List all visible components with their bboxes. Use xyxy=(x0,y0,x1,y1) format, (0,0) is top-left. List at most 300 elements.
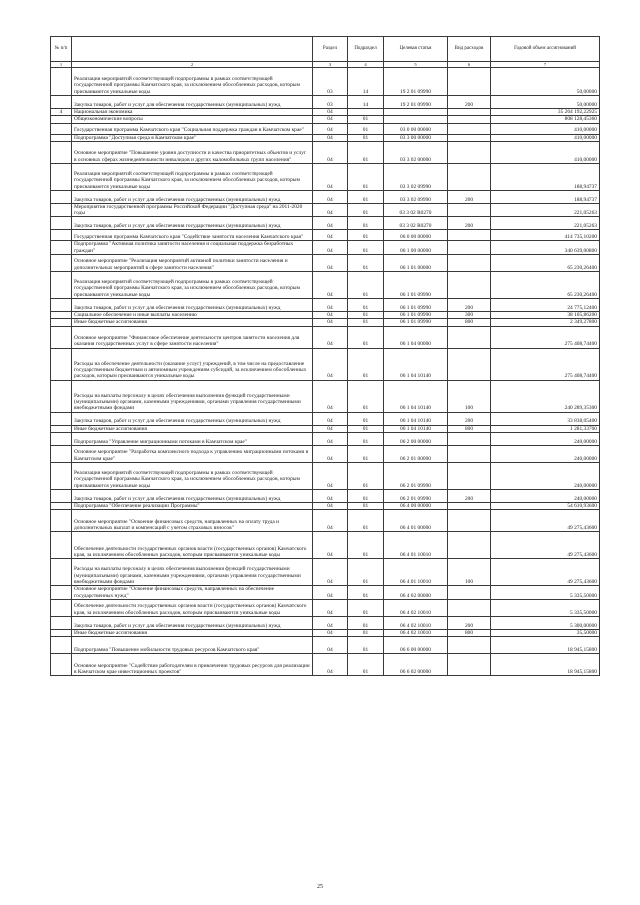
table-row xyxy=(51,68,600,96)
row-number xyxy=(51,425,72,432)
row-section: 04 xyxy=(313,502,348,509)
budget-table xyxy=(50,36,600,676)
table-row xyxy=(51,272,600,299)
row-target-article: 06 1 01 09990 xyxy=(384,272,448,299)
row-name: Подпрограмма "Повышение мобильности трудовых ресурсов Камчатского края" xyxy=(72,637,313,654)
row-subsection: 01 xyxy=(348,586,384,600)
row-target-article: 06 4 02 10010 xyxy=(384,616,448,629)
row-subsection: 01 xyxy=(348,599,384,616)
row-name: Основное мероприятие "Повышение уровня доступности и качества приоритетных объектов и услуг в основных сферах жизнедеятельности инвалидов и других маломобильных групп населения" xyxy=(72,141,313,163)
row-number xyxy=(51,299,72,312)
row-section: 04 xyxy=(313,123,348,134)
row-section: 04 xyxy=(313,380,348,412)
table-row xyxy=(51,425,600,432)
row-target-article: 06 1 01 09990 xyxy=(384,312,448,319)
row-name: Государственная программа Камчатского края "Социальная поддержка граждан в Камчатском крае" xyxy=(72,123,313,134)
row-section: 04 xyxy=(313,510,348,532)
row-subsection: 01 xyxy=(348,432,384,445)
row-subsection: 01 xyxy=(348,637,384,654)
row-subsection: 01 xyxy=(348,163,384,190)
row-number xyxy=(51,141,72,163)
row-target-article: 06 1 04 10140 xyxy=(384,425,448,432)
row-name: Подпрограмма "Обеспечение реализации Программы" xyxy=(72,502,313,509)
row-section: 04 xyxy=(313,203,348,217)
row-target-article: 06 1 00 00000 xyxy=(384,241,448,255)
table-row xyxy=(51,412,600,425)
column-index: 4 xyxy=(348,62,384,68)
row-number xyxy=(51,432,72,445)
row-expense-type xyxy=(448,510,491,532)
row-amount: 5 335,50000 xyxy=(491,599,600,616)
row-name: Основное мероприятие "Содействие работодателям в привлечении трудовых ресурсов для реализации в Камчатском крае инвестиционных проектов" xyxy=(72,654,313,676)
row-target-article: 06 2 00 00000 xyxy=(384,432,448,445)
row-target-article: 03 3 02 R0270 xyxy=(384,217,448,230)
table-row xyxy=(51,312,600,319)
row-section: 04 xyxy=(313,629,348,636)
row-name: Подпрограмма "Активная политика занятости населения и социальная поддержка безработных граждан" xyxy=(72,241,313,255)
row-expense-type: 200 xyxy=(448,299,491,312)
row-subsection: 01 xyxy=(348,326,384,348)
table-row xyxy=(51,502,600,509)
row-expense-type: 200 xyxy=(448,190,491,203)
row-name: Основное мероприятие "Разработка комплексного подхода к управлению миграционными потоками в Камчатском крае" xyxy=(72,445,313,462)
row-target-article xyxy=(384,109,448,116)
row-amount: 240,00000 xyxy=(491,432,600,445)
row-subsection: 01 xyxy=(348,510,384,532)
table-row xyxy=(51,532,600,559)
row-amount: 5 300,00000 xyxy=(491,616,600,629)
row-section: 04 xyxy=(313,425,348,432)
row-number xyxy=(51,502,72,509)
row-section: 04 xyxy=(313,141,348,163)
row-number xyxy=(51,203,72,217)
table-row xyxy=(51,163,600,190)
row-amount: 275 408,74400 xyxy=(491,326,600,348)
row-amount: 24 775,12400 xyxy=(491,299,600,312)
row-expense-type xyxy=(448,141,491,163)
row-expense-type: 200 xyxy=(448,96,491,109)
table-row xyxy=(51,134,600,141)
row-amount: 35,50000 xyxy=(491,629,600,636)
row-expense-type xyxy=(448,326,491,348)
row-number xyxy=(51,637,72,654)
row-amount: 808 128,45360 xyxy=(491,116,600,123)
row-amount: 188,94737 xyxy=(491,163,600,190)
header-name xyxy=(72,37,313,62)
row-subsection: 01 xyxy=(348,425,384,432)
row-expense-type xyxy=(448,586,491,600)
table-header-row xyxy=(51,37,600,62)
row-expense-type: 800 xyxy=(448,319,491,326)
header-target-article: Целевая статья xyxy=(384,37,448,62)
row-expense-type xyxy=(448,272,491,299)
row-target-article: 06 4 02 00000 xyxy=(384,586,448,600)
row-section: 04 xyxy=(313,489,348,502)
row-amount: 414 735,10200 xyxy=(491,230,600,241)
table-row xyxy=(51,326,600,348)
row-number xyxy=(51,134,72,141)
row-name: Иные бюджетные ассигнования xyxy=(72,425,313,432)
row-name: Обеспечение деятельности государственных органов власти (государственных органов) Камчатского края, за исключением обособленных расходов, которым присваиваются уникальные коды xyxy=(72,599,313,616)
row-name: Реализация мероприятий соответствующей подпрограммы в рамках соответствующей государственной программы Камчатского края, за исключением обособленных расходов, которым присваиваются уникальные коды xyxy=(72,68,313,96)
row-target-article xyxy=(384,116,448,123)
table-row xyxy=(51,462,600,489)
row-section: 04 xyxy=(313,319,348,326)
row-number xyxy=(51,190,72,203)
table-row xyxy=(51,629,600,636)
row-number xyxy=(51,230,72,241)
row-expense-type: 300 xyxy=(448,312,491,319)
table-row xyxy=(51,616,600,629)
row-name: Реализация мероприятий соответствующей подпрограммы в рамках соответствующей государственной программы Камчатского края, за исключением обособленных расходов, которым присваиваются уникальные коды xyxy=(72,462,313,489)
row-expense-type xyxy=(448,230,491,241)
row-subsection: 01 xyxy=(348,380,384,412)
row-section: 04 xyxy=(313,163,348,190)
row-subsection: 01 xyxy=(348,116,384,123)
row-amount: 50,00000 xyxy=(491,96,600,109)
row-name: Основное мероприятие "Реализация мероприятий активной политики занятости населения и дополнительных мероприятий в сфере занятости населения" xyxy=(72,255,313,272)
row-amount: 49 275,43600 xyxy=(491,510,600,532)
row-name: Общеэкономические вопросы xyxy=(72,116,313,123)
row-amount: 221,05263 xyxy=(491,203,600,217)
row-section: 04 xyxy=(313,616,348,629)
row-subsection: 01 xyxy=(348,272,384,299)
row-amount: 410,00000 xyxy=(491,134,600,141)
row-section: 04 xyxy=(313,637,348,654)
header-annual-volume: Годовой объем ассигнований xyxy=(491,37,600,62)
row-name: Основное мероприятие "Освоение финансовых средств, направленных на оплату труда и дополнительных выплат и компенсаций с учетом страховых взносов" xyxy=(72,510,313,532)
table-row xyxy=(51,489,600,502)
table-row xyxy=(51,599,600,616)
row-target-article: 06 1 04 10140 xyxy=(384,380,448,412)
row-number xyxy=(51,319,72,326)
row-amount: 49 275,43600 xyxy=(491,532,600,559)
table-row xyxy=(51,190,600,203)
row-expense-type: 200 xyxy=(448,489,491,502)
row-amount: 18 945,15800 xyxy=(491,654,600,676)
row-name: Расходы на обеспечение деятельности (оказание услуг) учреждений, в том числе на предоставление государственным бюджетным и автономным учреждениям субсидий, за исключением обособленных расходов, которым присваиваются уникальные коды xyxy=(72,348,313,380)
row-section: 04 xyxy=(313,654,348,676)
column-index: 7 xyxy=(491,62,600,68)
row-section: 04 xyxy=(313,116,348,123)
row-expense-type xyxy=(448,532,491,559)
row-name: Закупка товаров, работ и услуг для обеспечения государственных (муниципальных) нужд xyxy=(72,412,313,425)
row-section: 04 xyxy=(313,190,348,203)
row-section: 04 xyxy=(313,599,348,616)
row-section: 04 xyxy=(313,109,348,116)
row-target-article: 06 4 01 00000 xyxy=(384,510,448,532)
row-amount: 18 945,15800 xyxy=(491,637,600,654)
table-row xyxy=(51,432,600,445)
row-amount: 49 275,43600 xyxy=(491,559,600,586)
row-target-article: 06 1 04 00000 xyxy=(384,326,448,348)
row-subsection xyxy=(348,109,384,116)
row-name: Основное мероприятие "Финансовое обеспечение деятельности центров занятости населения для оказания государственных услуг в сфере занятости населения" xyxy=(72,326,313,348)
row-target-article: 06 4 02 10010 xyxy=(384,629,448,636)
row-name: Реализация мероприятий соответствующей подпрограммы в рамках соответствующей государственной программы Камчатского края, за исключением обособленных расходов, которым присваиваются уникальные коды xyxy=(72,272,313,299)
row-subsection: 01 xyxy=(348,412,384,425)
row-target-article: 03 3 02 00000 xyxy=(384,141,448,163)
row-subsection: 01 xyxy=(348,190,384,203)
row-number xyxy=(51,217,72,230)
row-expense-type: 100 xyxy=(448,380,491,412)
row-target-article: 06 6 02 00000 xyxy=(384,654,448,676)
row-number xyxy=(51,241,72,255)
table-row xyxy=(51,109,600,116)
table-body xyxy=(51,68,600,676)
row-expense-type xyxy=(448,599,491,616)
row-expense-type: 200 xyxy=(448,616,491,629)
row-name: Национальная экономика xyxy=(72,109,313,116)
header-subsection: Подраздел xyxy=(348,37,384,62)
row-subsection: 01 xyxy=(348,616,384,629)
row-amount: 240 289,35300 xyxy=(491,380,600,412)
row-amount: 5 335,50000 xyxy=(491,586,600,600)
row-expense-type: 100 xyxy=(448,559,491,586)
row-name: Закупка товаров, работ и услуг для обеспечения государственных (муниципальных) нужд xyxy=(72,190,313,203)
row-subsection: 01 xyxy=(348,502,384,509)
row-target-article: 06 2 01 00000 xyxy=(384,445,448,462)
row-section: 04 xyxy=(313,559,348,586)
table-row xyxy=(51,559,600,586)
table-row xyxy=(51,116,600,123)
row-section: 04 xyxy=(313,255,348,272)
row-name: Подпрограмма "Доступная среда в Камчатском крае" xyxy=(72,134,313,141)
header-section: Раздел xyxy=(313,37,348,62)
row-number xyxy=(51,412,72,425)
row-number xyxy=(51,272,72,299)
row-amount: 50,00000 xyxy=(491,68,600,96)
table-row xyxy=(51,255,600,272)
row-subsection: 14 xyxy=(348,96,384,109)
row-section: 04 xyxy=(313,348,348,380)
row-subsection: 01 xyxy=(348,299,384,312)
row-expense-type xyxy=(448,432,491,445)
column-index: 3 xyxy=(313,62,348,68)
row-name: Закупка товаров, работ и услуг для обеспечения государственных (муниципальных) нужд xyxy=(72,96,313,109)
row-target-article: 06 6 00 00000 xyxy=(384,637,448,654)
row-number xyxy=(51,654,72,676)
column-index: 1 xyxy=(51,62,72,68)
row-section: 04 xyxy=(313,230,348,241)
row-number xyxy=(51,559,72,586)
row-section: 04 xyxy=(313,272,348,299)
row-section: 04 xyxy=(313,241,348,255)
table-row xyxy=(51,217,600,230)
row-target-article: 06 2 01 09990 xyxy=(384,489,448,502)
column-index: 2 xyxy=(72,62,313,68)
page-number: 25 xyxy=(317,884,323,890)
table-row xyxy=(51,586,600,600)
row-amount: 2 349,27800 xyxy=(491,319,600,326)
row-target-article: 03 3 02 09990 xyxy=(384,163,448,190)
row-amount: 188,94737 xyxy=(491,190,600,203)
row-target-article: 06 1 04 10140 xyxy=(384,412,448,425)
row-number xyxy=(51,326,72,348)
row-number xyxy=(51,532,72,559)
row-amount: 240,00000 xyxy=(491,445,600,462)
row-section: 04 xyxy=(313,586,348,600)
table-row xyxy=(51,348,600,380)
row-number xyxy=(51,116,72,123)
row-number xyxy=(51,599,72,616)
row-name: Расходы на выплаты персоналу в целях обеспечения выполнения функций государственными (муниципальными) органами, казенными учреждениями, органами управления государственными внебюджетными фондами xyxy=(72,559,313,586)
row-subsection: 01 xyxy=(348,629,384,636)
row-section: 04 xyxy=(313,412,348,425)
row-subsection: 01 xyxy=(348,255,384,272)
row-subsection: 14 xyxy=(348,68,384,96)
row-subsection: 01 xyxy=(348,462,384,489)
row-expense-type: 200 xyxy=(448,412,491,425)
row-target-article: 19 2 01 09990 xyxy=(384,68,448,96)
row-amount: 35 264 192,22925 xyxy=(491,109,600,116)
column-index: 6 xyxy=(448,62,491,68)
row-target-article: 06 1 04 10140 xyxy=(384,348,448,380)
row-amount: 221,05263 xyxy=(491,217,600,230)
row-target-article: 06 1 01 00000 xyxy=(384,255,448,272)
row-expense-type xyxy=(448,348,491,380)
row-target-article: 06 4 01 10010 xyxy=(384,532,448,559)
row-section: 04 xyxy=(313,326,348,348)
row-amount: 410,00000 xyxy=(491,141,600,163)
row-expense-type xyxy=(448,116,491,123)
row-subsection: 01 xyxy=(348,445,384,462)
row-name: Государственная программа Камчатского края "Содействие занятости населения Камчатского края" xyxy=(72,230,313,241)
row-number xyxy=(51,629,72,636)
row-expense-type xyxy=(448,203,491,217)
row-name: Обеспечение деятельности государственных органов власти (государственных органов) Камчатского края, за исключением обособленных расходов, которым присваиваются уникальные коды xyxy=(72,532,313,559)
row-section: 04 xyxy=(313,432,348,445)
row-number xyxy=(51,123,72,134)
row-expense-type xyxy=(448,134,491,141)
row-expense-type xyxy=(448,163,491,190)
row-subsection: 01 xyxy=(348,230,384,241)
row-subsection: 01 xyxy=(348,134,384,141)
table-row xyxy=(51,510,600,532)
column-index: 5 xyxy=(384,62,448,68)
row-amount: 54 610,93600 xyxy=(491,502,600,509)
table-row xyxy=(51,203,600,217)
row-amount: 275 408,74400 xyxy=(491,348,600,380)
row-amount: 340 639,00800 xyxy=(491,241,600,255)
row-target-article: 06 0 00 00000 xyxy=(384,230,448,241)
row-section: 04 xyxy=(313,299,348,312)
row-number xyxy=(51,163,72,190)
row-number xyxy=(51,586,72,600)
row-section: 03 xyxy=(313,96,348,109)
row-section: 04 xyxy=(313,312,348,319)
table-row xyxy=(51,299,600,312)
row-number xyxy=(51,96,72,109)
row-subsection: 01 xyxy=(348,203,384,217)
row-subsection: 01 xyxy=(348,654,384,676)
row-amount: 240,00000 xyxy=(491,462,600,489)
header-expense-type: Вид расходов xyxy=(448,37,491,62)
table-row xyxy=(51,637,600,654)
row-expense-type xyxy=(448,502,491,509)
row-number xyxy=(51,445,72,462)
row-subsection: 01 xyxy=(348,489,384,502)
table-row xyxy=(51,141,600,163)
row-target-article: 06 4 02 10010 xyxy=(384,599,448,616)
row-target-article: 03 0 00 00000 xyxy=(384,123,448,134)
row-subsection: 01 xyxy=(348,123,384,134)
row-number xyxy=(51,616,72,629)
row-name: Социальное обеспечение и иные выплаты населению xyxy=(72,312,313,319)
row-expense-type xyxy=(448,654,491,676)
row-number xyxy=(51,489,72,502)
row-target-article: 06 2 01 09990 xyxy=(384,462,448,489)
row-expense-type xyxy=(448,241,491,255)
row-name: Мероприятия государственной программы Российской Федерации "Доступная среда" на 2011-2020 годы xyxy=(72,203,313,217)
row-amount: 38 105,86200 xyxy=(491,312,600,319)
row-expense-type: 800 xyxy=(448,425,491,432)
row-target-article: 19 2 01 09990 xyxy=(384,96,448,109)
row-subsection: 01 xyxy=(348,241,384,255)
row-expense-type xyxy=(448,462,491,489)
row-expense-type xyxy=(448,109,491,116)
row-amount: 65 230,26400 xyxy=(491,255,600,272)
table-row xyxy=(51,319,600,326)
row-number xyxy=(51,510,72,532)
row-number: 4 xyxy=(51,109,72,116)
row-target-article: 06 1 01 09990 xyxy=(384,299,448,312)
row-subsection: 01 xyxy=(348,348,384,380)
row-expense-type xyxy=(448,68,491,96)
row-name: Расходы на выплаты персоналу в целях обеспечения выполнения функций государственными (муниципальными) органами, казенными учреждениями, органами управления государственными внебюджетными фондами xyxy=(72,380,313,412)
row-expense-type: 200 xyxy=(448,217,491,230)
table-row xyxy=(51,241,600,255)
row-amount: 33 838,05400 xyxy=(491,412,600,425)
row-section: 03 xyxy=(313,68,348,96)
row-name: Подпрограмма "Управление миграционными потоками в Камчатском крае" xyxy=(72,432,313,445)
row-amount: 1 281,33700 xyxy=(491,425,600,432)
row-subsection: 01 xyxy=(348,312,384,319)
row-number xyxy=(51,462,72,489)
row-expense-type xyxy=(448,445,491,462)
row-subsection: 01 xyxy=(348,559,384,586)
row-name: Закупка товаров, работ и услуг для обеспечения государственных (муниципальных) нужд xyxy=(72,299,313,312)
row-number xyxy=(51,255,72,272)
row-target-article: 06 4 00 00000 xyxy=(384,502,448,509)
row-target-article: 03 3 00 00000 xyxy=(384,134,448,141)
row-name: Реализация мероприятий соответствующей подпрограммы в рамках соответствующей государственной программы Камчатского края, за исключением обособленных расходов, которым присваиваются уникальные коды xyxy=(72,163,313,190)
header-num: № п/п xyxy=(51,37,72,62)
row-amount: 65 230,26400 xyxy=(491,272,600,299)
row-subsection: 01 xyxy=(348,141,384,163)
table-row xyxy=(51,123,600,134)
row-section: 04 xyxy=(313,134,348,141)
row-name: Основное мероприятие "Освоение финансовых средств, направленных на обеспечение государственных нужд" xyxy=(72,586,313,600)
row-target-article: 03 3 02 R0270 xyxy=(384,203,448,217)
row-subsection: 01 xyxy=(348,532,384,559)
row-name: Иные бюджетные ассигнования xyxy=(72,629,313,636)
table-row xyxy=(51,96,600,109)
row-section: 04 xyxy=(313,445,348,462)
row-name: Закупка товаров, работ и услуг для обеспечения государственных (муниципальных) нужд xyxy=(72,616,313,629)
row-number xyxy=(51,380,72,412)
row-section: 04 xyxy=(313,532,348,559)
row-number xyxy=(51,312,72,319)
row-expense-type: 800 xyxy=(448,629,491,636)
row-subsection: 01 xyxy=(348,217,384,230)
row-expense-type xyxy=(448,123,491,134)
row-subsection: 01 xyxy=(348,319,384,326)
row-target-article: 06 1 01 09990 xyxy=(384,319,448,326)
table-row xyxy=(51,654,600,676)
row-target-article: 03 3 02 09990 xyxy=(384,190,448,203)
row-amount: 410,00000 xyxy=(491,123,600,134)
